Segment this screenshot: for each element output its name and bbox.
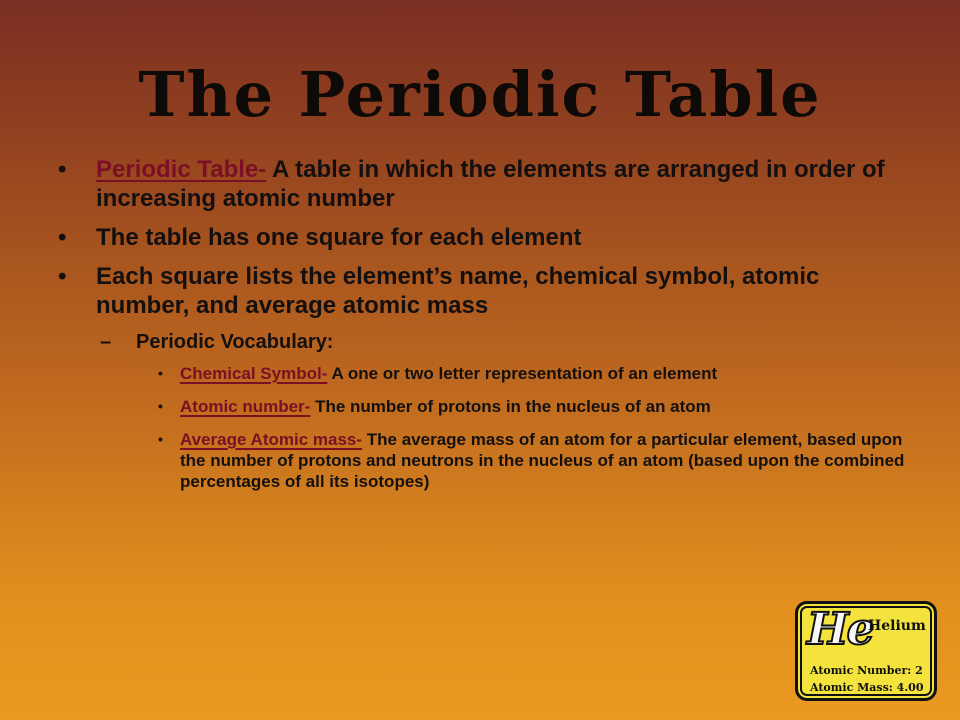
bullet-square-lists <box>58 262 918 320</box>
vocabulary-heading-text: Periodic Vocabulary: <box>136 331 334 353</box>
dash-icon: – <box>100 331 112 353</box>
bullet-icon: • <box>158 431 163 447</box>
bullet-icon: • <box>158 398 163 414</box>
vocab-item-average-atomic-mass <box>58 429 918 492</box>
element-name: Helium <box>868 618 926 634</box>
bullet-text: Each square lists the element’s name, chemical symbol, atomic number, and average atomic mass <box>96 263 820 319</box>
vocab-item-atomic-number <box>58 396 918 417</box>
definition-text: The number of protons in the nucleus of an atom <box>310 397 711 416</box>
element-symbol: He <box>807 604 873 655</box>
term-chemical-symbol: Chemical Symbol- <box>180 364 328 383</box>
term-periodic-table: Periodic Table- <box>96 156 267 183</box>
slide-content <box>58 155 918 504</box>
atomic-mass-label: Atomic Mass: 4.00 <box>810 681 924 694</box>
term-average-atomic-mass: Average Atomic mass- <box>180 430 363 449</box>
bullet-text: The table has one square for each element <box>96 224 582 251</box>
bullet-one-square <box>58 223 918 252</box>
slide-title: The Periodic Table <box>138 58 822 131</box>
vocab-item-chemical-symbol <box>58 363 918 384</box>
bullet-periodic-table <box>58 155 918 213</box>
atomic-number-label: Atomic Number: 2 <box>810 664 923 677</box>
helium-element-card <box>795 601 937 701</box>
bullet-icon: • <box>158 365 163 381</box>
bullet-icon: • <box>58 224 67 251</box>
bullet-icon: • <box>58 156 67 183</box>
definition-text: A one or two letter representation of an element <box>327 364 718 383</box>
definition-text: The average mass of an atom for a particular element, based upon the number of protons and neutrons in the nucleus of an atom (based upon the combined percentages of all its isotopes) <box>180 430 905 491</box>
definition-text: A table in which the elements are arranged in order of increasing atomic number <box>96 156 885 212</box>
bullet-icon: • <box>58 263 67 290</box>
term-atomic-number: Atomic number- <box>180 397 311 416</box>
vocabulary-heading <box>58 330 918 355</box>
